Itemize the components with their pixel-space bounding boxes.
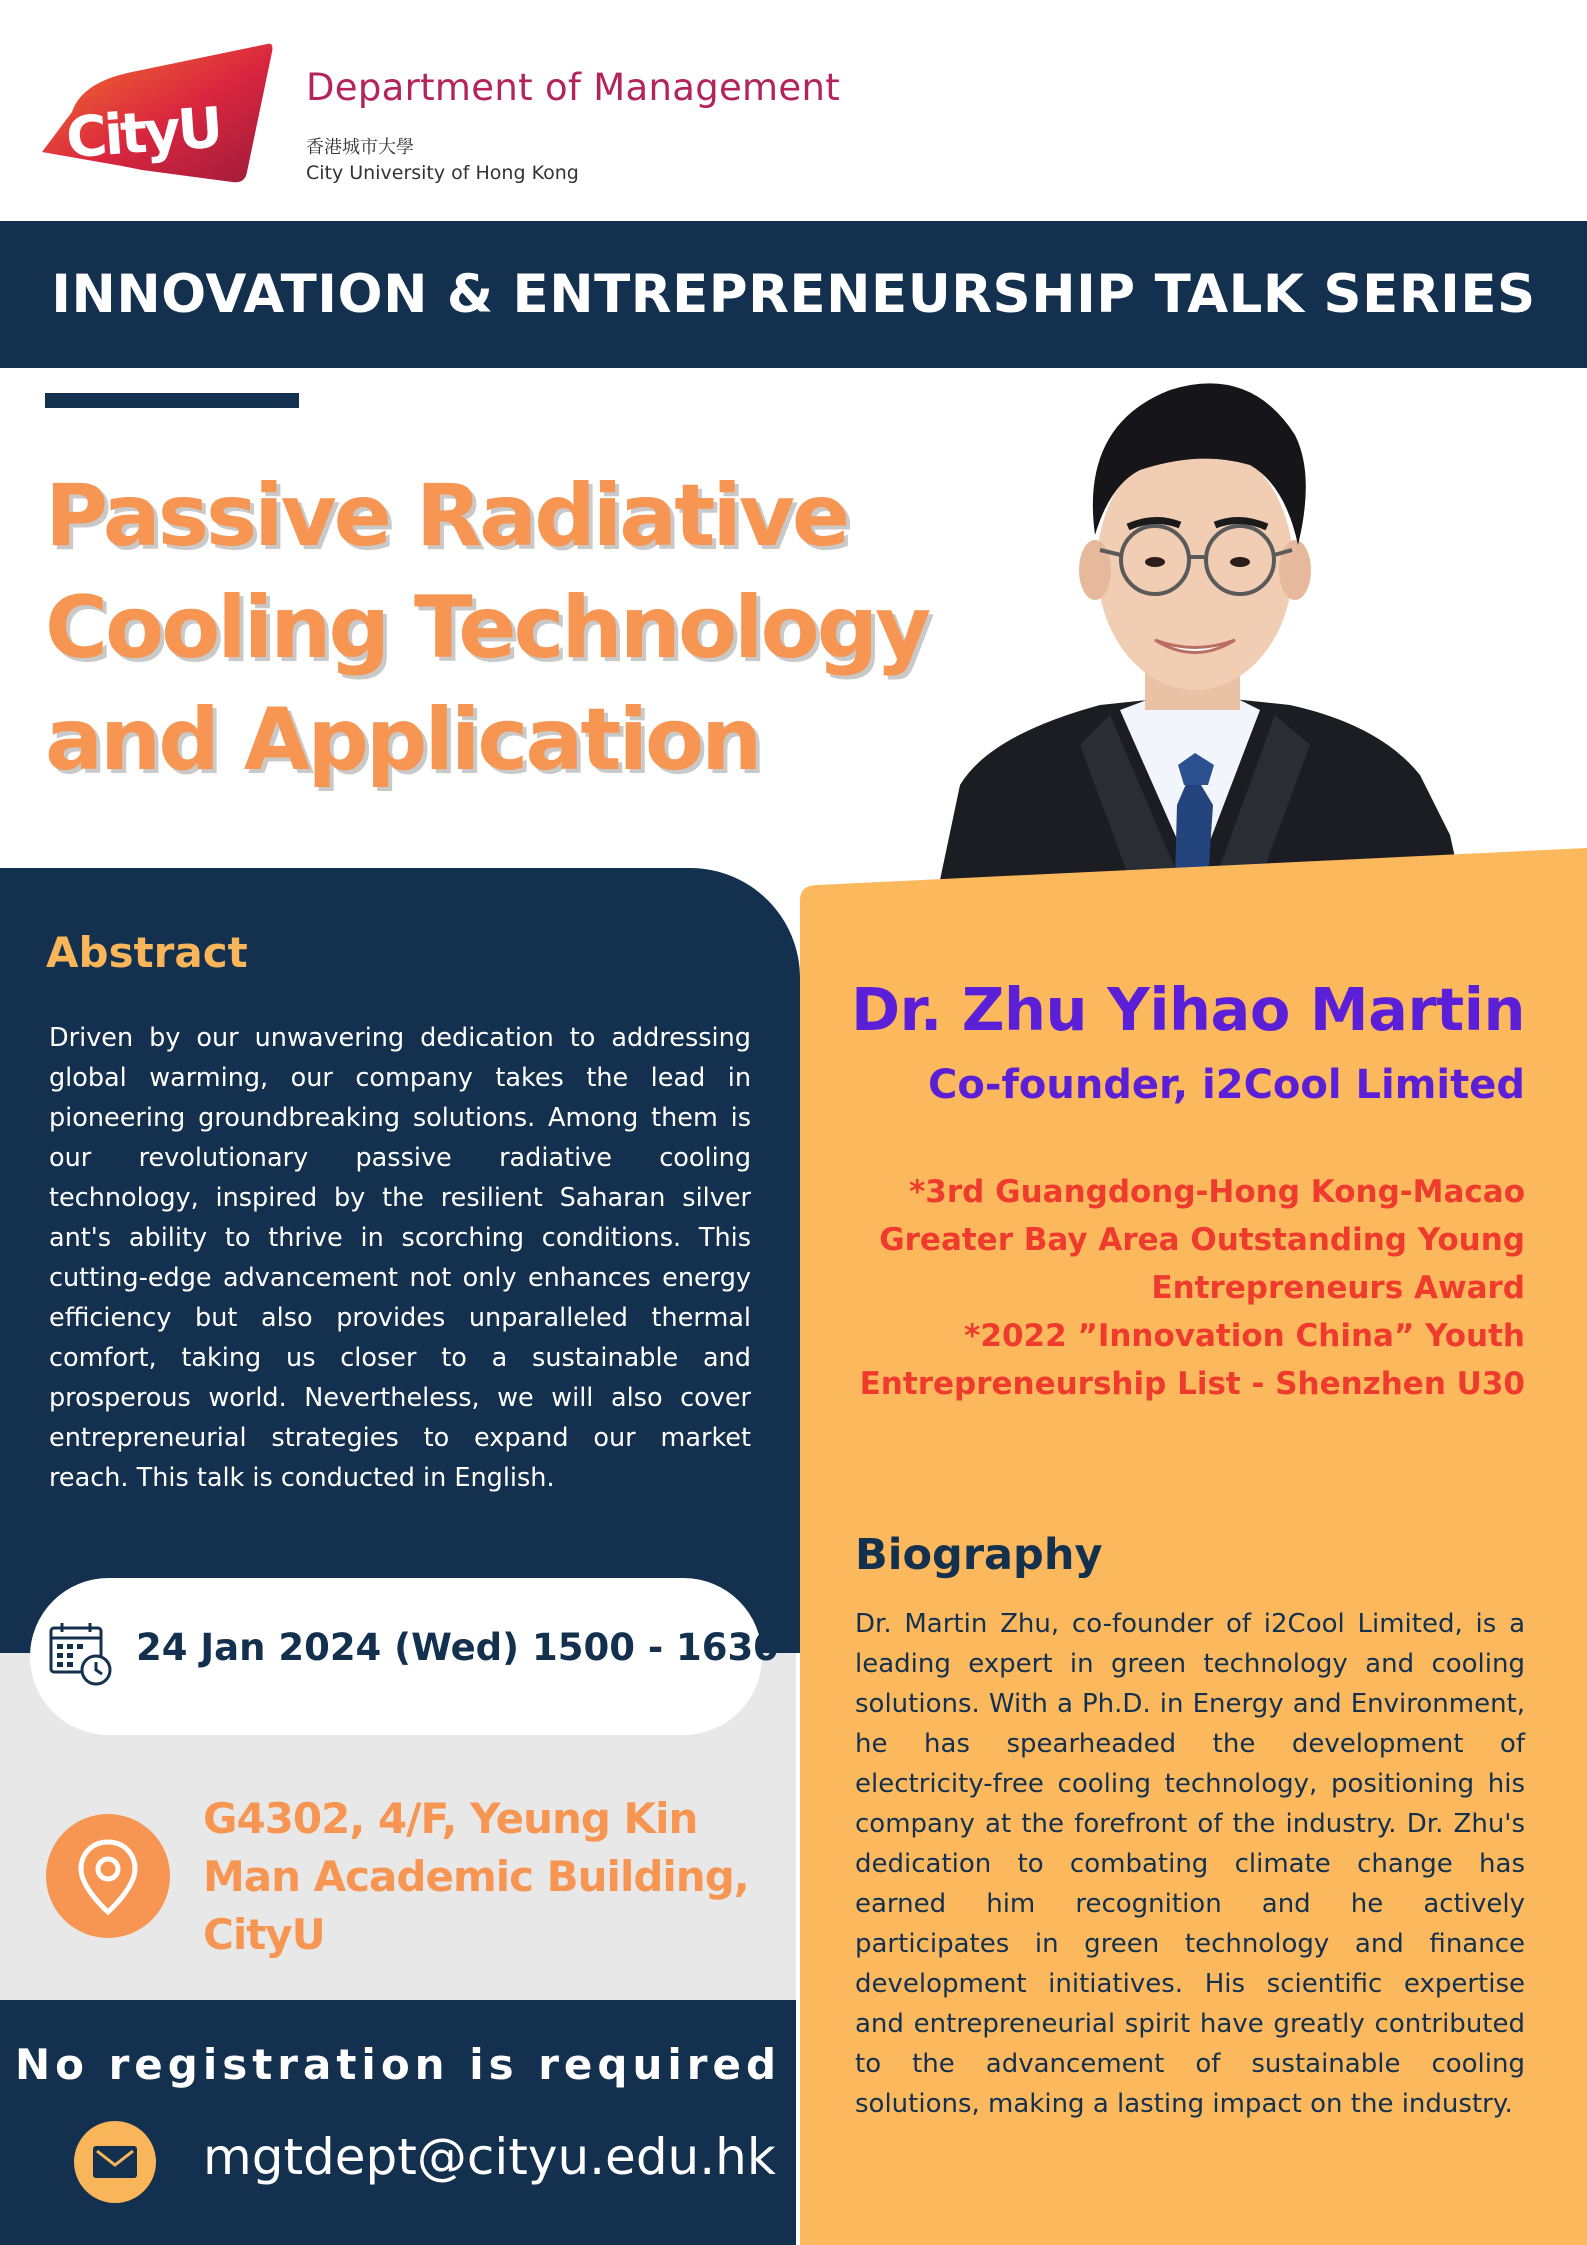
series-title: INNOVATION & ENTREPRENEURSHIP TALK SERIES: [51, 264, 1536, 325]
award-line: Entrepreneurship List - Shenzhen U30: [859, 1366, 1525, 1402]
cityu-logo: [42, 42, 277, 187]
venue-line: G4302, 4/F, Yeung Kin: [203, 1794, 698, 1843]
abstract-body: Driven by our unwavering dedication to addressing global warming, our company takes the lead in pioneering groundbreaking solutions. Among them is our revolutionary passive radiative cooling technology, inspired by the resilient Saharan silver ant's ability to thrive in scorching conditions. This cutting-edge advancement not only enhances energy efficiency but also provides unparalleled thermal comfort, taking us closer to a sustainable and prosperous world. Nevertheless, we will also cover entrepreneurial strategies to expand our market reach. This talk is conducted in English.: [49, 1023, 751, 1493]
speaker-role: Co-founder, i2Cool Limited: [928, 1062, 1525, 1108]
registration-note: No registration is required: [14, 2040, 782, 2089]
award-line: *2022 ”Innovation China” Youth: [964, 1318, 1525, 1354]
abstract-heading: Abstract: [46, 928, 248, 977]
venue-line: CityU: [203, 1910, 325, 1959]
mail-icon: [93, 2146, 137, 2178]
title-accent-rule: [45, 393, 299, 408]
venue-line: Man Academic Building,: [203, 1852, 749, 1901]
speaker-name: Dr. Zhu Yihao Martin: [851, 975, 1525, 1044]
award-line: *3rd Guangdong-Hong Kong-Macao: [909, 1174, 1525, 1210]
speaker-awards: [820, 1168, 1525, 1408]
department-name: Department of Management: [306, 66, 841, 109]
biography-heading: Biography: [855, 1530, 1103, 1580]
award-line: Entrepreneurs Award: [1151, 1270, 1525, 1306]
award-line: Greater Bay Area Outstanding Young: [879, 1222, 1525, 1258]
event-datetime: 24 Jan 2024 (Wed) 1500 - 1630: [136, 1626, 780, 1669]
university-name-chinese: 香港城市大學: [306, 137, 414, 158]
university-name-english: City University of Hong Kong: [306, 162, 579, 184]
calendar-clock-icon: [48, 1620, 114, 1686]
logo-text: CityU: [64, 95, 223, 172]
talk-title-line: and Application: [45, 690, 760, 790]
talk-title-line: Cooling Technology: [45, 578, 929, 678]
talk-title-line: Passive Radiative: [45, 466, 848, 566]
event-venue: [203, 1790, 763, 1964]
location-pin-icon: [74, 1838, 142, 1916]
contact-email[interactable]: mgtdept@cityu.edu.hk: [203, 2128, 776, 2186]
biography-body: Dr. Martin Zhu, co-founder of i2Cool Limited, is a leading expert in green technology and cooling solutions. With a Ph.D. in Energy and Environment, he has spearheaded the development of electricity-free cooling technology, positioning his company at the forefront of the industry. Dr. Zhu's dedication to combating climate change has earned him recognition and he actively participates in green technology and finance development initiatives. His scientific expertise and entrepreneurial spirit have greatly contributed to the advancement of sustainable cooling solutions, making a lasting impact on the industry.: [855, 1609, 1525, 2119]
